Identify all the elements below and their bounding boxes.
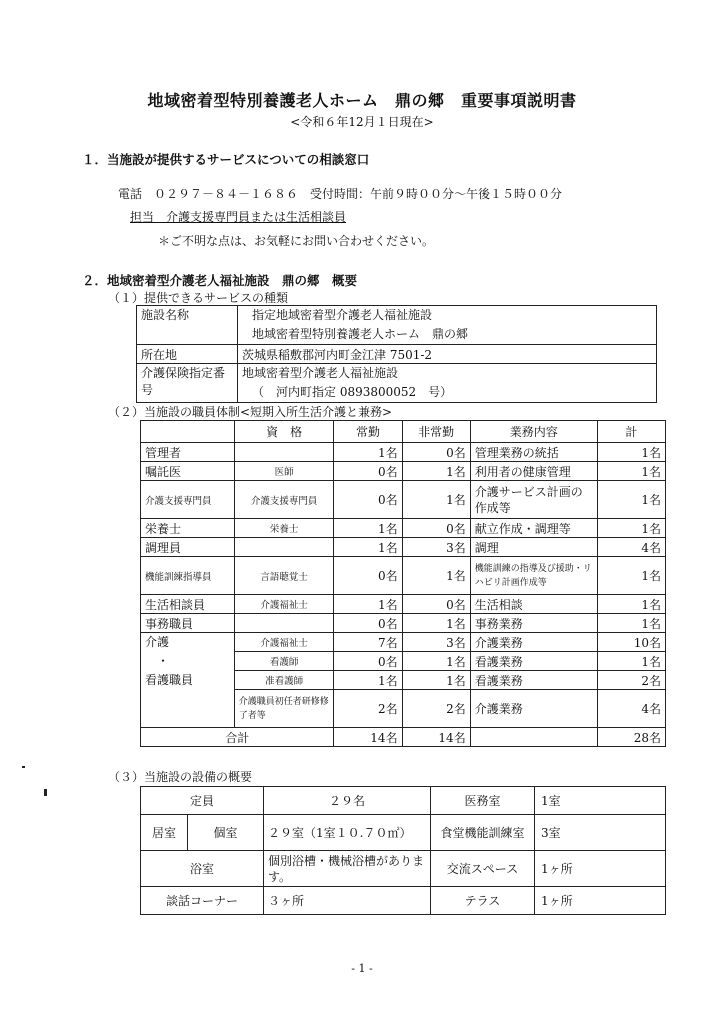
- role-cell: 栄養士: [141, 519, 235, 538]
- table-row: [141, 538, 666, 557]
- capacity-value: ２９名: [264, 787, 431, 815]
- total-cell: 1名: [597, 462, 665, 481]
- scan-speck: [44, 789, 47, 796]
- parttime-cell: 3名: [402, 633, 470, 652]
- fulltime-cell: 0名: [334, 462, 402, 481]
- qual-cell: [234, 614, 334, 633]
- role-cell: 介護支援専門員: [141, 481, 235, 519]
- parttime-cell: 0名: [402, 443, 470, 462]
- duty-cell: 看護業務: [470, 671, 597, 690]
- parttime-cell: 1名: [402, 652, 470, 671]
- total-fulltime: 14名: [334, 728, 402, 747]
- facility-name-line2: 地域密着型特別養護老人ホーム 鼎の郷: [252, 327, 469, 341]
- table-row: [141, 887, 666, 915]
- parttime-cell: 1名: [402, 462, 470, 481]
- role-cell: 事務職員: [141, 614, 235, 633]
- qual-cell: [234, 538, 334, 557]
- role-cell: 生活相談員: [141, 595, 235, 614]
- total-cell: 1名: [597, 652, 665, 671]
- qual-cell: 栄養士: [234, 519, 334, 538]
- subsection2-title: （２）当施設の職員体制<短期入所生活介護と兼務>: [108, 405, 393, 419]
- total-cell: 2名: [597, 671, 665, 690]
- address-value: 茨城県稲敷郡河内町金江津 7501-2: [238, 345, 657, 364]
- insurance-line1: 地域密着型介護老人福祉施設: [242, 366, 399, 380]
- bath-label: 浴室: [141, 851, 264, 887]
- header-qualification: 資 格: [234, 421, 334, 443]
- total-cell: 1名: [597, 519, 665, 538]
- table-row: [141, 633, 666, 652]
- role-cell: 調理員: [141, 538, 235, 557]
- table-row: [141, 614, 666, 633]
- exchange-label: 交流スペース: [431, 851, 535, 887]
- table-row: [141, 815, 666, 851]
- contact-note: ＊ご不明な点は、お気軽にお問い合わせください。: [158, 234, 435, 248]
- header-fulltime: 常勤: [334, 421, 402, 443]
- dining-label: 食堂機能訓練室: [431, 815, 535, 851]
- table-row: [141, 462, 666, 481]
- qual-cell: 介護福祉士: [234, 633, 334, 652]
- duty-cell: 利用者の健康管理: [470, 462, 597, 481]
- total-cell: 1名: [597, 557, 665, 595]
- table-row: [141, 557, 666, 595]
- fulltime-cell: 1名: [334, 443, 402, 462]
- total-cell: 1名: [597, 595, 665, 614]
- total-cell: 1名: [597, 481, 665, 519]
- dining-value: 3室: [535, 815, 666, 851]
- duty-cell: 介護サービス計画の作成等: [470, 481, 597, 519]
- total-label: 合計: [141, 728, 334, 747]
- duty-cell: 機能訓練の指導及び援助・リハビリ計画作成等: [470, 557, 597, 595]
- table-row: [141, 595, 666, 614]
- duty-cell: 看護業務: [470, 652, 597, 671]
- role-cell: 管理者: [141, 443, 235, 462]
- qual-cell: 介護福祉士: [234, 595, 334, 614]
- table-row: [141, 851, 666, 887]
- parttime-cell: 1名: [402, 557, 470, 595]
- fulltime-cell: 7名: [334, 633, 402, 652]
- table-row: [141, 443, 666, 462]
- header-duty: 業務内容: [470, 421, 597, 443]
- equipment-table: [140, 786, 666, 915]
- care-role-line3: 看護職員: [145, 673, 194, 687]
- fulltime-cell: 1名: [334, 595, 402, 614]
- exchange-value: 1ヶ所: [535, 851, 666, 887]
- qual-cell: 看護師: [234, 652, 334, 671]
- qual-cell: 准看護師: [234, 671, 334, 690]
- header-role: [141, 421, 235, 443]
- header-parttime: 非常勤: [402, 421, 470, 443]
- role-cell: 機能訓練指導員: [141, 557, 235, 595]
- bath-value: 個別浴槽・機械浴槽があります。: [264, 851, 431, 887]
- terrace-label: テラス: [431, 887, 535, 915]
- role-cell: 嘱託医: [141, 462, 235, 481]
- address-label: 所在地: [137, 345, 238, 364]
- section2-heading: ２．地域密着型介護老人福祉施設 鼎の郷 概要: [82, 273, 358, 288]
- parttime-cell: 2名: [402, 690, 470, 728]
- insurance-value: [238, 364, 657, 403]
- subsection1-title: （１）提供できるサービスの種類: [108, 291, 289, 305]
- care-role-line2: ・: [157, 654, 170, 668]
- table-row: [141, 519, 666, 538]
- insurance-line2: （ 河内町指定 0893800052 号）: [252, 385, 453, 399]
- clinic-value: 1室: [535, 787, 666, 815]
- care-role-line1: 介護: [145, 635, 170, 649]
- private-room-label: 個室: [188, 815, 264, 851]
- parttime-cell: 1名: [402, 671, 470, 690]
- total-cell: 1名: [597, 443, 665, 462]
- fulltime-cell: 1名: [334, 519, 402, 538]
- care-role-cell: [141, 633, 235, 728]
- fulltime-cell: 0名: [334, 557, 402, 595]
- facility-name-value: [238, 306, 657, 345]
- scan-speck: [22, 766, 25, 768]
- qual-cell: 介護職員初任者研修修了者等: [234, 690, 334, 728]
- table-row: [141, 481, 666, 519]
- document-date: <令和６年12月１日現在>: [290, 115, 434, 129]
- section1-heading: １．当施設が提供するサービスについての相談窓口: [82, 152, 370, 167]
- total-cell: 4名: [597, 538, 665, 557]
- duty-cell: 管理業務の統括: [470, 443, 597, 462]
- staff-header-row: [141, 421, 666, 443]
- total-cell: 10名: [597, 633, 665, 652]
- total-parttime: 14名: [402, 728, 470, 747]
- qual-cell: [234, 443, 334, 462]
- total-cell: 4名: [597, 690, 665, 728]
- total-cell: 1名: [597, 614, 665, 633]
- total-row: [141, 728, 666, 747]
- fulltime-cell: 0名: [334, 614, 402, 633]
- duty-cell: 介護業務: [470, 690, 597, 728]
- phone-line: 電話 ０２９７－８４－１６８６ 受付時間：午前９時００分～午後１５時００分: [118, 187, 563, 201]
- duty-cell: 献立作成・調理等: [470, 519, 597, 538]
- parttime-cell: 3名: [402, 538, 470, 557]
- fulltime-cell: 1名: [334, 538, 402, 557]
- table-row: [141, 787, 666, 815]
- terrace-value: 1ヶ所: [535, 887, 666, 915]
- room-label: 居室: [141, 815, 188, 851]
- fulltime-cell: 0名: [334, 652, 402, 671]
- staff-table: [140, 420, 666, 747]
- fulltime-cell: 1名: [334, 671, 402, 690]
- duty-cell: 事務業務: [470, 614, 597, 633]
- page-number: - 1 -: [351, 962, 373, 975]
- qual-cell: 介護支援専門員: [234, 481, 334, 519]
- total-duty-empty: [470, 728, 597, 747]
- facility-name-line1: 指定地域密着型介護老人福祉施設: [252, 308, 433, 322]
- fulltime-cell: 2名: [334, 690, 402, 728]
- private-room-value: ２９室（1室１０.７０㎡）: [264, 815, 431, 851]
- talk-value: ３ヶ所: [264, 887, 431, 915]
- document-title: 地域密着型特別養護老人ホーム 鼎の郷 重要事項説明書: [147, 91, 577, 110]
- duty-cell: 介護業務: [470, 633, 597, 652]
- total-sum: 28名: [597, 728, 665, 747]
- facility-table: [136, 305, 657, 403]
- talk-label: 談話コーナー: [141, 887, 264, 915]
- qual-cell: 言語聴覚士: [234, 557, 334, 595]
- facility-name-label: 施設名称: [137, 306, 238, 345]
- duty-cell: 調理: [470, 538, 597, 557]
- parttime-cell: 0名: [402, 519, 470, 538]
- staff-contact-line: 担当 介護支援専門員または生活相談員: [130, 210, 347, 224]
- duty-cell: 生活相談: [470, 595, 597, 614]
- clinic-label: 医務室: [431, 787, 535, 815]
- insurance-label: 介護保険指定番号: [137, 364, 238, 403]
- parttime-cell: 0名: [402, 595, 470, 614]
- parttime-cell: 1名: [402, 614, 470, 633]
- subsection3-title: （３）当施設の設備の概要: [108, 770, 253, 784]
- qual-cell: 医師: [234, 462, 334, 481]
- capacity-label: 定員: [141, 787, 264, 815]
- fulltime-cell: 0名: [334, 481, 402, 519]
- header-total: 計: [597, 421, 665, 443]
- parttime-cell: 1名: [402, 481, 470, 519]
